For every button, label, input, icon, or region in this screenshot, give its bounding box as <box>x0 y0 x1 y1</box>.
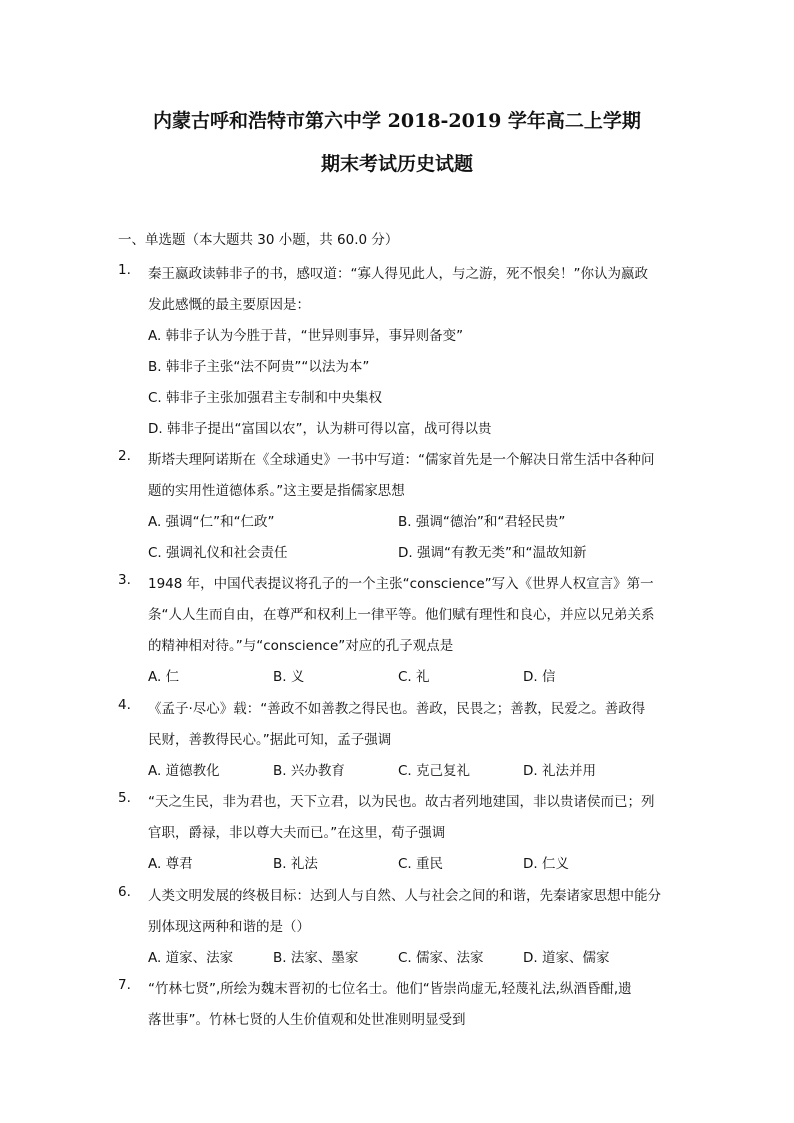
question-text-line: 发此感慨的最主要原因是： <box>148 297 310 313</box>
option-a: A. 仁 <box>148 669 180 685</box>
question-text-line: 落世事”。竹林七贤的人生价值观和处世准则明显受到 <box>148 1012 466 1028</box>
option-c: C. 克己复礼 <box>398 763 471 779</box>
section-header: 一、单选题（本大题共 30 小题，共 60.0 分） <box>118 232 399 248</box>
option-b: B. 法家、墨家 <box>273 950 359 966</box>
question-text-line: 题的实用性道德体系。”这主要是指儒家思想 <box>148 483 405 499</box>
question-text-line: 斯塔夫理阿诺斯在《全球通史》一书中写道：“儒家首先是一个解决日常生活中各种问 <box>148 452 655 468</box>
question-text-line: 官职，爵禄，非以尊大夫而已。”在这里，荀子强调 <box>148 825 446 841</box>
question-number: 7. <box>118 977 131 993</box>
option-a: A. 尊君 <box>148 856 193 872</box>
option-b: B. 义 <box>273 669 305 685</box>
option-c: C. 韩非子主张加强君主专制和中央集权 <box>148 390 383 406</box>
question-text-line: 1948 年，中国代表提议将孔子的一个主张“conscience”写入《世界人权宣言》第一 <box>148 576 654 592</box>
option-d: D. 信 <box>523 669 556 685</box>
question-text-line: 秦王嬴政读韩非子的书，感叹道：“寡人得见此人，与之游，死不恨矣！”你认为嬴政 <box>148 266 648 282</box>
question-text-line: 《孟子·尽心》载：“善政不如善教之得民也。善政，民畏之；善教，民爱之。善政得 <box>148 701 646 717</box>
question-text-line: 别体现这两种和谐的是（） <box>148 919 310 935</box>
question-number: 3. <box>118 572 131 588</box>
option-c: C. 儒家、法家 <box>398 950 484 966</box>
option-d: D. 韩非子提出“富国以农”，认为耕可得以富，战可得以贵 <box>148 421 492 437</box>
exam-title-line-1: 内蒙古呼和浩特市第六中学 2018-2019 学年高二上学期 <box>153 110 641 132</box>
question-number: 5. <box>118 790 131 806</box>
option-d: D. 礼法并用 <box>523 763 596 779</box>
option-b: B. 强调“德治”和“君轻民贵” <box>398 514 566 530</box>
option-b: B. 礼法 <box>273 856 318 872</box>
option-a: A. 道德教化 <box>148 763 220 779</box>
question-number: 1. <box>118 262 131 278</box>
question-text-line: “竹林七贤”,所绘为魏末晋初的七位名士。他们“皆崇尚虚无,轻蔑礼法,纵酒昏酣,遗 <box>148 981 632 997</box>
option-a: A. 强调“仁”和“仁政” <box>148 514 275 530</box>
question-text-line: 民财，善教得民心。”据此可知，孟子强调 <box>148 732 392 748</box>
option-c: C. 重民 <box>398 856 444 872</box>
question-number: 2. <box>118 448 131 464</box>
option-d: D. 强调“有教无类”和“温故知新 <box>398 545 587 561</box>
option-b: B. 兴办教育 <box>273 763 345 779</box>
option-a: A. 韩非子认为今胜于昔，“世异则事异，事异则备变” <box>148 328 464 344</box>
option-c: C. 强调礼仪和社会责任 <box>148 545 288 561</box>
question-text-line: “天之生民，非为君也，天下立君，以为民也。故古者列地建国，非以贵诸侯而已；列 <box>148 794 655 810</box>
option-c: C. 礼 <box>398 669 430 685</box>
option-d: D. 仁义 <box>523 856 569 872</box>
question-text-line: 条“人人生而自由，在尊严和权利上一律平等。他们赋有理性和良心，并应以兄弟关系 <box>148 607 655 623</box>
question-text-line: 人类文明发展的终极目标：达到人与自然、人与社会之间的和谐，先秦诸家思想中能分 <box>148 888 661 904</box>
option-d: D. 道家、儒家 <box>523 950 610 966</box>
option-b: B. 韩非子主张“法不阿贵”“以法为本” <box>148 359 370 375</box>
question-number: 6. <box>118 884 131 900</box>
exam-title-line-2: 期末考试历史试题 <box>320 153 473 175</box>
question-text-line: 的精神相对待。”与“conscience”对应的孔子观点是 <box>148 638 454 654</box>
question-number: 4. <box>118 697 131 713</box>
option-a: A. 道家、法家 <box>148 950 234 966</box>
